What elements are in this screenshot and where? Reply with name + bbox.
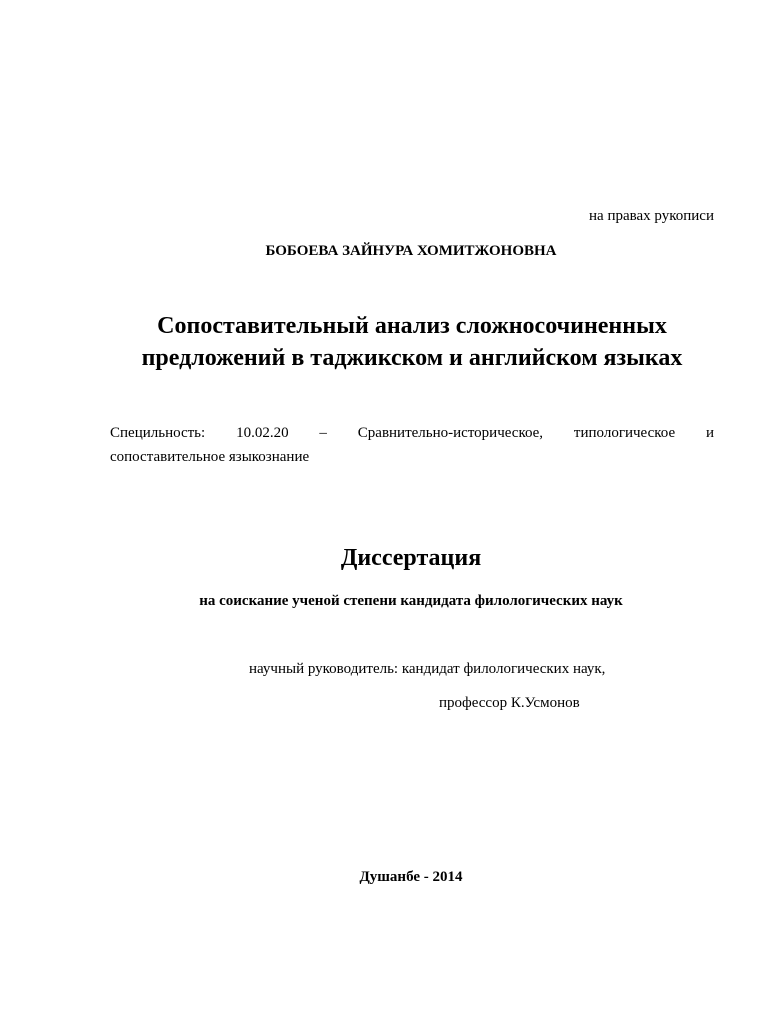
author-name: БОБОЕВА ЗАЙНУРА ХОМИТЖОНОВНА [265, 243, 557, 259]
specialty-word: и [705, 425, 714, 441]
specialty-word: 10.02.20 [236, 425, 289, 441]
specialty-line-2: сопоставительное языкознание [110, 449, 310, 465]
specialty-word: – [319, 425, 327, 441]
degree-statement: на соискание ученой степени кандидата филологических наук [199, 593, 623, 609]
supervisor-line: научный руководитель: кандидат филологических наук, [249, 661, 606, 677]
title-line-1: Сопоставительный анализ сложносочиненных [157, 313, 667, 339]
specialty-word: Сравнительно-историческое, [357, 425, 544, 441]
title-line-2: предложений в таджикском и английском языках [141, 345, 683, 371]
specialty-line-1 [110, 421, 714, 445]
manuscript-note: на правах рукописи [589, 208, 714, 224]
specialty-word: типологическое [573, 425, 676, 441]
dissertation-title [60, 310, 764, 374]
document-type: Диссертация [340, 545, 482, 571]
specialty-word: Специльность: [110, 425, 206, 441]
professor-line: профессор К.Усмонов [439, 695, 580, 711]
specialty [110, 421, 714, 469]
city-year: Душанбе - 2014 [359, 869, 463, 885]
